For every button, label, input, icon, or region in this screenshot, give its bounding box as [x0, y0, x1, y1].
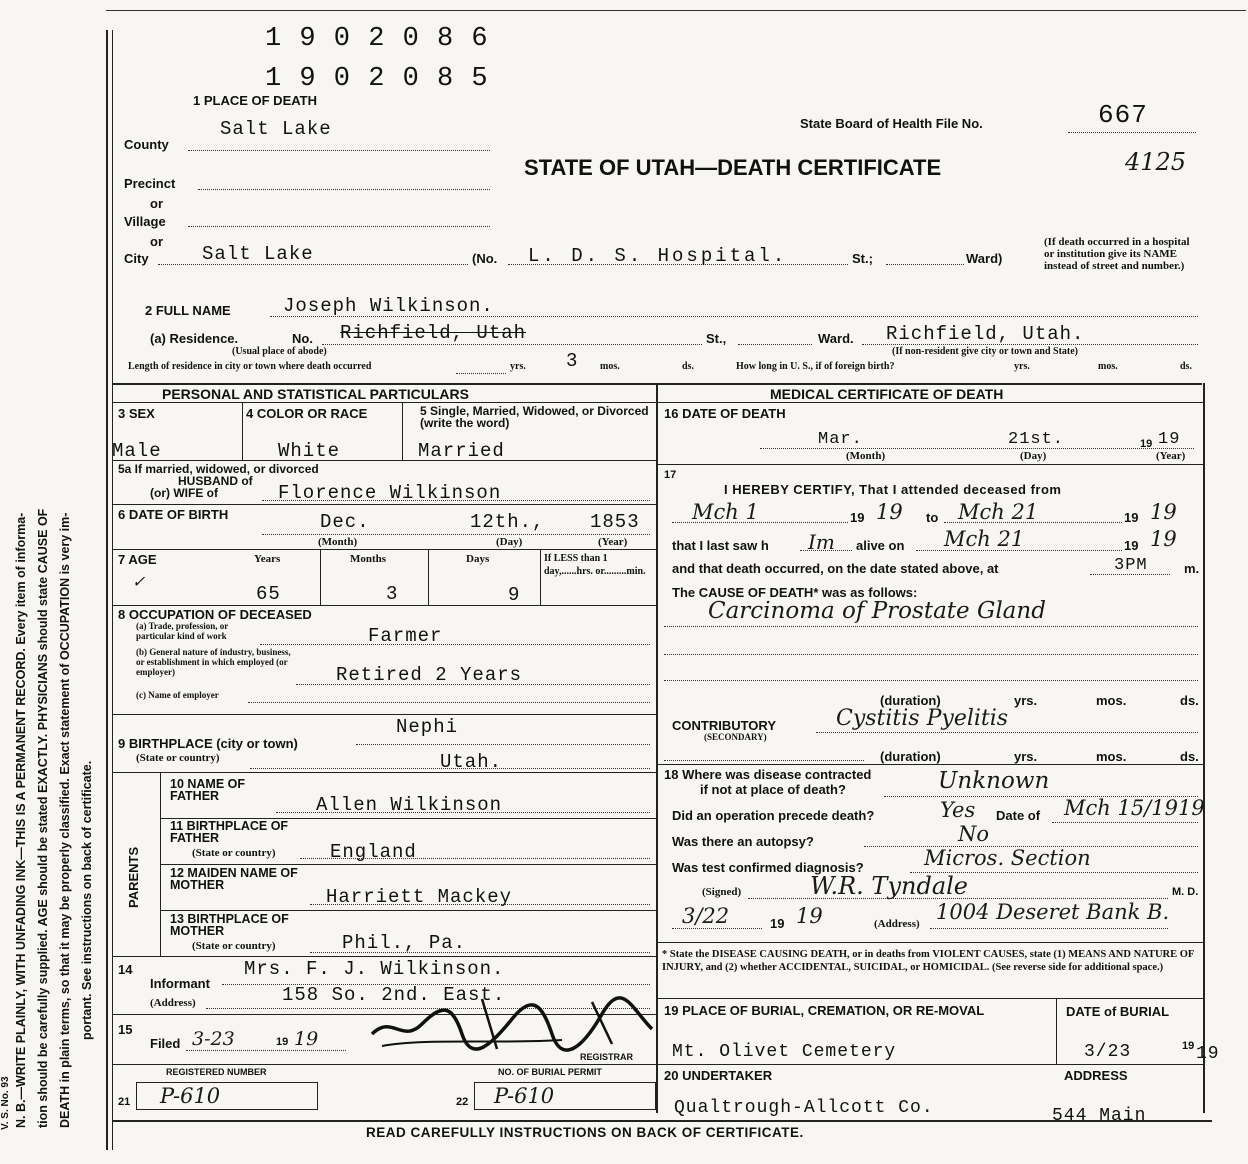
length-years-value: 3 [566, 350, 579, 372]
occupation-a-line [260, 644, 650, 645]
alive-year-prefix: 19 [1124, 538, 1139, 553]
side-note-line4: portant. See instructions on back of certificate. [80, 760, 94, 1040]
row-line-4 [112, 605, 656, 606]
county-line [188, 150, 490, 151]
row-line-3 [112, 549, 656, 550]
city-label: City [124, 251, 149, 266]
birthplace-label: 9 BIRTHPLACE (city or town) [118, 736, 298, 751]
age-years-value: 65 [256, 583, 281, 605]
secondary-label: (SECONDARY) [704, 732, 767, 742]
mother-bp-value: Phil., Pa. [342, 932, 467, 954]
dob-line [262, 534, 650, 535]
left-border-inner [112, 30, 113, 1150]
length-ds: ds. [682, 361, 694, 372]
duration-label-2: (duration) [880, 749, 941, 764]
us-yrs: yrs. [1014, 361, 1030, 372]
birthplace-state-label: (State or country) [136, 752, 220, 764]
age-days-value: 9 [508, 584, 521, 606]
birthplace-line [356, 744, 650, 745]
death-time-line [1090, 574, 1170, 575]
personal-section-title: PERSONAL AND STATISTICAL PARTICULARS [162, 386, 469, 402]
duration-yrs-2: yrs. [1014, 749, 1038, 764]
burial-permit-value: P-610 [494, 1084, 555, 1108]
cause-line-3 [664, 680, 1198, 681]
duration-ds-2: ds. [1180, 749, 1199, 764]
item18-label: 18 Where was disease contracted [664, 767, 872, 782]
residence-st-label: St., [706, 331, 727, 346]
occupation-c-line [248, 702, 650, 703]
us-mos: mos. [1098, 361, 1118, 372]
undertaker-address-value: 544 Main [1052, 1106, 1147, 1126]
row-line-1 [112, 460, 656, 461]
attended-from-line [672, 522, 848, 523]
last-saw-line [800, 550, 852, 551]
residence-st-line [738, 344, 812, 345]
duration-mos-1: mos. [1096, 693, 1127, 708]
undertaker-label: 20 UNDERTAKER [664, 1068, 773, 1083]
st-label: St.; [852, 251, 873, 266]
residence-value: Richfield, Utah [340, 322, 527, 344]
age-col-1 [320, 549, 321, 605]
op-date-value: Mch 15/1919 [1064, 796, 1205, 820]
registered-number-label: REGISTERED NUMBER [166, 1067, 267, 1077]
medical-line-3 [656, 942, 1203, 943]
parents-label: PARENTS [126, 846, 141, 908]
md-label: M. D. [1172, 886, 1199, 898]
registered-number-value: P-610 [160, 1084, 221, 1108]
age-col-2 [428, 549, 429, 605]
death-time: 3PM [1114, 556, 1148, 575]
item18-sub: if not at place of death? [700, 782, 846, 797]
age-label: 7 AGE [118, 552, 157, 567]
dod-label: 16 DATE OF DEATH [664, 406, 786, 421]
parents-line-2 [160, 864, 656, 865]
dob-label: 6 DATE OF BIRTH [118, 507, 229, 522]
informant-number: 14 [118, 962, 133, 977]
contributory-label: CONTRIBUTORY [672, 718, 776, 733]
residence-ward-label: Ward. [818, 331, 854, 346]
side-note-line2: tion should be carefully supplied. AGE should be stated EXACTLY. PHYSICIANS should state CAUSE OF [36, 508, 50, 1128]
precinct-line [198, 189, 490, 190]
full-name-label: 2 FULL NAME [145, 303, 231, 318]
certify-text: I HEREBY CERTIFY, That I attended deceased from [724, 482, 1062, 497]
to-label: to [926, 510, 939, 525]
burial-col-divider [1056, 998, 1057, 1064]
burial-date-value: 3/23 [1084, 1042, 1132, 1062]
medical-line-1 [656, 464, 1203, 465]
medical-section-title: MEDICAL CERTIFICATE OF DEATH [770, 386, 1004, 402]
bottom-line [112, 1120, 1212, 1122]
dob-month-cap: (Month) [318, 536, 358, 548]
ward-line [886, 264, 964, 265]
occupation-label: 8 OCCUPATION OF DECEASED [118, 607, 312, 622]
spouse-label-3: (or) WIFE of [150, 486, 218, 500]
row-line-2 [112, 504, 656, 505]
mother-label: 12 MAIDEN NAME OF MOTHER [170, 866, 298, 892]
sign-year: 19 [796, 904, 823, 928]
burial-year-prefix: 19 [1182, 1040, 1195, 1052]
days-cap: Days [466, 553, 490, 565]
md-address-line [930, 928, 1168, 929]
sex-label: 3 SEX [118, 406, 155, 421]
burial-label: 19 PLACE OF BURIAL, CREMATION, OR RE-MOVAL [664, 1003, 985, 1018]
side-note-line1: N. B.—WRITE PLAINLY, WITH UNFADING INK—THIS IS A PERMANENT RECORD. Every item of informa- [14, 512, 28, 1128]
filed-year-prefix: 19 [276, 1036, 289, 1048]
informant-address-label: (Address) [150, 997, 196, 1009]
duration-ds-1: ds. [1180, 693, 1199, 708]
color-value: White [278, 440, 341, 462]
dob-month: Dec. [320, 511, 370, 533]
registrar-label: REGISTRAR [580, 1052, 634, 1062]
medical-footnote: * State the DISEASE CAUSING DEATH, or in deaths from VIOLENT CAUSES, state (1) MEANS AND NATURE OF INJURY, and (2) whether ACCIDENTAL, SUICIDAL, or HOMICIDAL. (See reverse side for additional space.) [662, 949, 1194, 973]
sex-value: Male [112, 440, 162, 462]
occupation-a-value: Farmer [368, 625, 443, 647]
years-cap: Years [254, 553, 281, 565]
dod-year-cap: (Year) [1156, 450, 1186, 462]
dod-day: 21st. [1008, 430, 1065, 449]
county-label: County [124, 137, 169, 152]
place-of-death-label: 1 PLACE OF DEATH [193, 93, 317, 108]
medical-title-line [656, 402, 1203, 403]
item17-number: 17 [664, 469, 677, 481]
ward-label: Ward) [966, 251, 1003, 266]
attended-from: Mch 1 [692, 500, 759, 524]
row-line-6 [112, 772, 656, 773]
row-line-5 [112, 714, 656, 715]
dob-day-cap: (Day) [496, 536, 523, 548]
age-col-3 [540, 549, 541, 605]
father-bp-sub: (State or country) [192, 847, 276, 859]
burial-date-label: DATE of BURIAL [1066, 1004, 1170, 1019]
marital-label: 5 Single, Married, Widowed, or Divorced (write the word) [420, 404, 649, 430]
test-label: Was test confirmed diagnosis? [672, 860, 864, 875]
father-label: 10 NAME OF FATHER [170, 777, 246, 803]
test-value: Micros. Section [924, 846, 1091, 870]
stamp-number-1: 1 9 0 2 0 8 6 [265, 24, 489, 54]
city-value: Salt Lake [202, 243, 314, 265]
burial-place-value: Mt. Olivet Cemetery [672, 1042, 897, 1062]
sign-year-prefix: 19 [770, 916, 785, 931]
us-ds: ds. [1180, 361, 1192, 372]
dob-day: 12th., [470, 511, 545, 533]
last-saw-value: Im [808, 530, 835, 554]
length-yrs: yrs. [510, 361, 526, 372]
color-col-divider [402, 402, 403, 460]
contributory-value: Cystitis Pyelitis [836, 706, 1009, 731]
file-no-value: 667 [1098, 100, 1148, 130]
dod-year-prefix: 19 [1140, 438, 1153, 450]
death-time-m: m. [1184, 561, 1200, 576]
death-occurred-label: and that death occurred, on the date stated above, at [672, 561, 999, 576]
occupation-a-label: (a) Trade, profession, or particular kind of work [136, 621, 229, 641]
file-no-label: State Board of Health File No. [800, 116, 983, 131]
residence-line [322, 344, 702, 345]
residence-ward-line [862, 344, 1198, 345]
from-year: 19 [876, 500, 903, 524]
to-year: 19 [1150, 500, 1177, 524]
mother-bp-sub: (State or country) [192, 940, 276, 952]
age-check-mark: ✓ [132, 572, 146, 591]
hospital-note: (If death occurred in a hospital or institution give its NAME instead of street and number.) [1044, 236, 1190, 272]
certificate-title: STATE OF UTAH—DEATH CERTIFICATE [524, 155, 942, 180]
duration-mos-2: mos. [1096, 749, 1127, 764]
sex-col-divider [242, 402, 243, 460]
undertaker-value: Qualtrough-Allcott Co. [674, 1098, 934, 1118]
undertaker-address-label: ADDRESS [1064, 1068, 1128, 1083]
informant-label: Informant [150, 976, 210, 991]
filed-line [186, 1050, 346, 1051]
months-cap: Months [350, 553, 387, 565]
dod-month: Mar. [818, 430, 863, 449]
color-label: 4 COLOR OR RACE [246, 406, 368, 421]
burial-year: 19 [1196, 1044, 1220, 1064]
father-bp-label: 11 BIRTHPLACE OF FATHER [170, 819, 289, 845]
operation-label: Did an operation precede death? [672, 808, 875, 823]
birthplace-state-value: Utah. [440, 751, 503, 773]
mother-bp-label: 13 BIRTHPLACE OF MOTHER [170, 912, 289, 938]
row-line-9 [112, 1064, 656, 1065]
left-border [106, 30, 108, 1150]
filed-number: 15 [118, 1022, 133, 1037]
residence-ward-value: Richfield, Utah. [886, 323, 1085, 345]
row-line-7 [112, 956, 656, 957]
village-label: Village [124, 214, 166, 229]
cause-label: The CAUSE OF DEATH* was as follows: [672, 585, 918, 600]
medical-line-2 [656, 764, 1203, 765]
village-line [188, 226, 490, 227]
occupation-c-label: (c) Name of employer [136, 690, 219, 700]
age-months-value: 3 [386, 583, 399, 605]
op-date-label: Date of [996, 808, 1041, 823]
residence-no-label: No. [292, 331, 313, 346]
dob-year: 1853 [590, 511, 640, 533]
occupation-b-label: (b) General nature of industry, business, or establishment in which employed (or employer) [136, 647, 291, 677]
form-number: V. S. No. 93 [0, 1076, 11, 1130]
medical-line-4 [656, 998, 1203, 999]
operation-value: Yes [940, 798, 976, 822]
occupation-b-value: Retired 2 Years [336, 664, 523, 686]
reg-no-handwritten: 4125 [1125, 148, 1187, 176]
spouse-label-1: 5a If married, widowed, or divorced [118, 462, 319, 476]
dod-month-cap: (Month) [846, 450, 886, 462]
alive-on-line [916, 550, 1122, 551]
us-residence-label: How long in U. S., if of foreign birth? [736, 361, 895, 372]
md-address-value: 1004 Deseret Bank B. [936, 900, 1170, 924]
attended-to-line [944, 522, 1122, 523]
signed-line [748, 898, 1168, 899]
street-no-label: (No. [472, 251, 498, 266]
contributory-line-2 [664, 760, 864, 761]
op-date-line [1052, 822, 1198, 823]
footer-instructions: READ CAREFULLY INSTRUCTIONS ON BACK OF CERTIFICATE. [366, 1125, 804, 1140]
full-name-value: Joseph Wilkinson. [283, 295, 494, 317]
registrar-signature [362, 994, 662, 1056]
signed-label: (Signed) [702, 886, 742, 898]
father-bp-value: England [330, 841, 417, 863]
parents-line-3 [160, 910, 656, 911]
birthplace-state-line [250, 768, 650, 769]
informant-address-value: 158 So. 2nd. East. [282, 984, 506, 1006]
permit-no-prefix: 22 [456, 1096, 469, 1108]
signed-value: W.R. Tyndale [810, 872, 969, 900]
medical-line-5 [656, 1064, 1203, 1065]
birthplace-city-value: Nephi [396, 716, 459, 738]
spouse-label-2: HUSBAND of [178, 474, 253, 488]
duration-label-1: (duration) [880, 693, 941, 708]
residence-label: (a) Residence. [150, 331, 239, 346]
precinct-label: Precinct [124, 176, 176, 191]
md-address-label: (Address) [874, 918, 920, 930]
dob-year-cap: (Year) [598, 536, 628, 548]
usual-abode-note: (Usual place of abode) [232, 346, 327, 357]
autopsy-value: No [958, 822, 990, 846]
stamp-number-2: 1 9 0 2 0 8 5 [265, 64, 489, 94]
burial-permit-label: NO. OF BURIAL PERMIT [498, 1067, 602, 1077]
nonresident-note: (If non-resident give city or town and State) [892, 346, 1079, 357]
last-saw-label: that I last saw h [672, 538, 769, 553]
personal-title-line [112, 402, 656, 403]
length-mos: mos. [600, 361, 620, 372]
county-value: Salt Lake [220, 118, 332, 140]
or-label-1: or [150, 196, 163, 211]
hospital-value: L. D. S. Hospital. [528, 245, 788, 267]
marital-value: Married [418, 440, 505, 462]
dod-day-cap: (Day) [1020, 450, 1047, 462]
length-line [456, 373, 506, 374]
sign-date-value: 3/22 [682, 904, 730, 928]
alive-on-value: Mch 21 [944, 527, 1025, 551]
cause-line-2 [664, 654, 1198, 655]
mother-value: Harriett Mackey [326, 886, 513, 908]
contributory-line [816, 732, 1198, 733]
cause-line-1 [664, 626, 1198, 627]
right-border [1203, 383, 1205, 1113]
informant-value: Mrs. F. J. Wilkinson. [244, 958, 505, 980]
less-than-cap: If LESS than 1 day,......hrs. or.........min. [544, 553, 646, 577]
alive-year: 19 [1150, 527, 1177, 551]
attended-to: Mch 21 [958, 500, 1039, 524]
from-year-prefix: 19 [850, 510, 865, 525]
or-label-2: or [150, 234, 163, 249]
side-note-line3: DEATH in plain terms, so that it may be properly classified. Exact statement of OCCUPATION is very im- [58, 512, 72, 1128]
length-residence-label: Length of residence in city or town where death occurred [128, 361, 372, 372]
filed-date: 3-23 [192, 1028, 235, 1050]
cause-value: Carcinoma of Prostate Gland [708, 598, 1046, 624]
duration-yrs-1: yrs. [1014, 693, 1038, 708]
filed-label: Filed [150, 1036, 181, 1051]
dod-year: 19 [1158, 430, 1181, 449]
filed-year: 19 [294, 1028, 319, 1050]
file-no-line [1068, 132, 1196, 133]
spouse-value: Florence Wilkinson [278, 482, 502, 504]
to-year-prefix: 19 [1124, 510, 1139, 525]
reg-no-prefix: 21 [118, 1096, 131, 1108]
autopsy-label: Was there an autopsy? [672, 834, 814, 849]
sign-date-line [672, 928, 762, 929]
contracted-value: Unknown [938, 768, 1050, 794]
alive-on-label: alive on [856, 538, 905, 553]
father-value: Allen Wilkinson [316, 794, 503, 816]
top-border [106, 10, 1246, 11]
